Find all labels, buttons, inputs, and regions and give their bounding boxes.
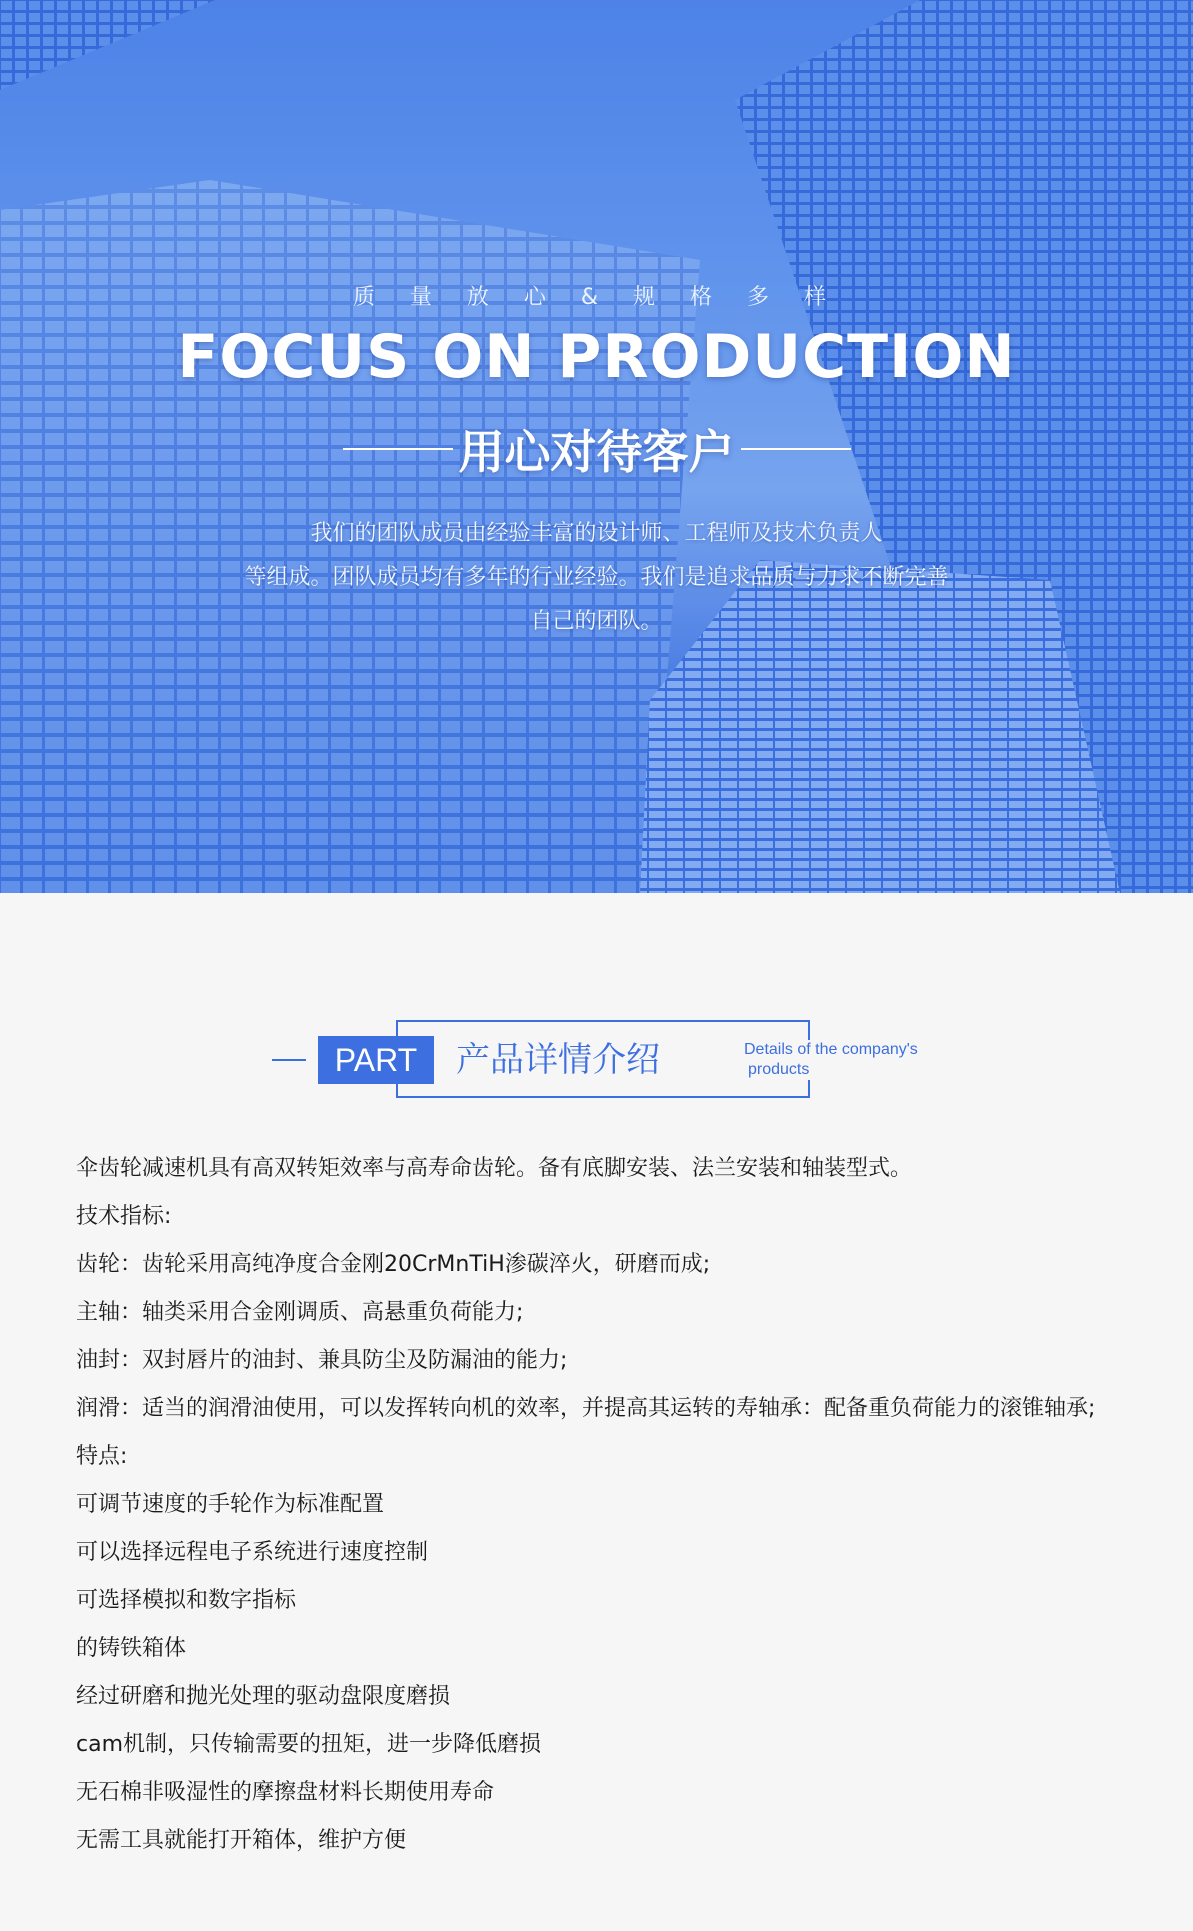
part-left-dash	[272, 1059, 306, 1061]
hero-subhead-text: 用心对待客户	[458, 425, 735, 479]
paragraph: 可调节速度的手轮作为标准配置	[76, 1492, 385, 1517]
hero-intro	[200, 512, 993, 644]
hero-intro-line: 我们的团队成员由经验丰富的设计师、工程师及技术负责人	[310, 521, 883, 546]
paragraph: 特点:	[76, 1444, 128, 1469]
paragraph: 伞齿轮减速机具有高双转矩效率与高寿命齿轮。备有底脚安装、法兰安装和轴装型式。	[76, 1156, 913, 1181]
paragraph: 经过研磨和抛光处理的驱动盘限度磨损	[76, 1684, 451, 1709]
hero-banner	[0, 0, 1193, 893]
hero-intro-line: 自己的团队。	[530, 609, 663, 634]
paragraph: 的铸铁箱体	[76, 1636, 187, 1661]
part-title: 产品详情介绍	[456, 1040, 660, 1080]
paragraph: cam机制，只传输需要的扭矩，进一步降低磨损	[76, 1732, 542, 1757]
paragraph: 可选择模拟和数字指标	[76, 1588, 297, 1613]
paragraph: 可以选择远程电子系统进行速度控制	[76, 1540, 429, 1565]
paragraph: 齿轮：齿轮采用高纯净度合金刚20CrMnTiH渗碳淬火，研磨而成;	[76, 1252, 711, 1277]
product-description	[28, 1145, 1173, 1865]
paragraph: 润滑：适当的润滑油使用，可以发挥转向机的效率，并提高其运转的寿轴承：配备重负荷能力的滚锥轴承;	[76, 1396, 1096, 1421]
paragraph: 主轴：轴类采用合金刚调质、高悬重负荷能力;	[76, 1300, 524, 1325]
paragraph: 无需工具就能打开箱体，维护方便	[76, 1828, 407, 1853]
part-details-line1: Details of the company's	[744, 1041, 918, 1058]
paragraph: 无石棉非吸湿性的摩擦盘材料长期使用寿命	[76, 1780, 495, 1805]
hero-headline: FOCUS ON PRODUCTION	[177, 322, 1016, 392]
part-details	[744, 1040, 944, 1080]
hero-text-block	[0, 0, 1193, 893]
hero-subhead	[0, 416, 1193, 482]
subhead-dash-right	[741, 448, 851, 450]
subhead-dash-left	[343, 448, 453, 450]
part-details-line2: products	[748, 1061, 810, 1078]
paragraph: 技术指标:	[76, 1204, 172, 1229]
hero-kicker: 质 量 放 心 & 规 格 多 样	[352, 285, 841, 310]
part-badge: PART	[318, 1036, 434, 1084]
paragraph: 油封：双封唇片的油封、兼具防尘及防漏油的能力;	[76, 1348, 568, 1373]
hero-intro-line: 等组成。团队成员均有多年的行业经验。我们是追求品质与力求不断完善	[244, 565, 949, 590]
